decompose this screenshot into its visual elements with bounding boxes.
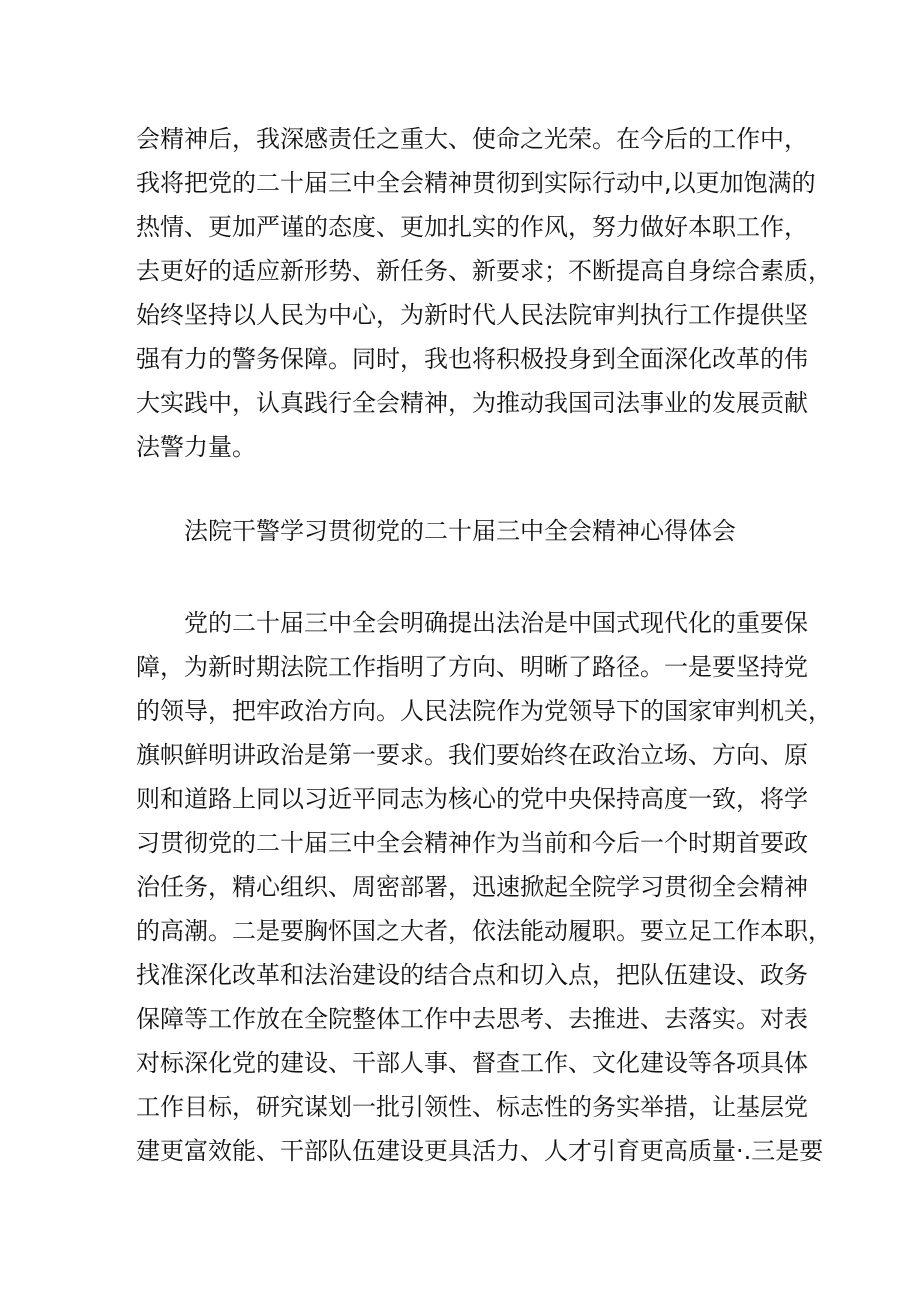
paragraph-line: 习贯彻党的二十届三中全会精神作为当前和今后一个时期首要政: [136, 829, 808, 857]
paragraph-line: 工作目标，研究谋划一批引领性、标志性的务实举措，让基层党: [136, 1093, 808, 1121]
paragraph-line: 大实践中，认真践行全会精神，为推动我国司法事业的发展贡献: [136, 389, 808, 417]
paragraph-line: 找准深化改革和法治建设的结合点和切入点，把队伍建设、政务: [136, 961, 808, 989]
paragraph-line: 障，为新时期法院工作指明了方向、明晰了路径。一是要坚持党: [136, 653, 808, 681]
paragraph-line: 去更好的适应新形势、新任务、新要求；不断提高自身综合素质，: [136, 257, 832, 285]
paragraph-line: 建更富效能、干部队伍建设更具活力、人才引育更高质量·.三是要: [136, 1137, 824, 1165]
paragraph-line: 保障等工作放在全院整体工作中去思考、去推进、去落实。对表: [136, 1005, 808, 1033]
paragraph-line: 强有力的警务保障。同时，我也将积极投身到全面深化改革的伟: [136, 345, 808, 373]
paragraph-line: 的领导，把牢政治方向。人民法院作为党领导下的国家审判机关，: [136, 697, 832, 725]
paragraph-line: 则和道路上同以习近平同志为核心的党中央保持高度一致，将学: [136, 785, 808, 813]
paragraph-line: 党的二十届三中全会明确提出法治是中国式现代化的重要保: [184, 609, 808, 637]
paragraph-line: 会精神后，我深感责任之重大、使命之光荣。在今后的工作中，: [136, 125, 808, 153]
paragraph-line: 治任务，精心组织、周密部署，迅速掀起全院学习贯彻全会精神: [136, 873, 808, 901]
paragraph-line: 对标深化党的建设、干部人事、督查工作、文化建设等各项具体: [136, 1049, 808, 1077]
paragraph-line: 的高潮。二是要胸怀国之大者，依法能动履职。要立足工作本职，: [136, 917, 832, 945]
paragraph-line: 法警力量。: [136, 433, 256, 461]
paragraph-line: 热情、更加严谨的态度、更加扎实的作风，努力做好本职工作，: [136, 213, 808, 241]
paragraph-line: 始终坚持以人民为中心，为新时代人民法院审判执行工作提供坚: [136, 301, 808, 329]
article-title: 法院干警学习贯彻党的二十届三中全会精神心得体会: [184, 517, 736, 545]
paragraph-line: 旗帜鲜明讲政治是第一要求。我们要始终在政治立场、方向、原: [136, 741, 808, 769]
paragraph-line: 我将把党的二十届三中全会精神贯彻到实际行动中,以更加饱满的: [136, 169, 816, 197]
